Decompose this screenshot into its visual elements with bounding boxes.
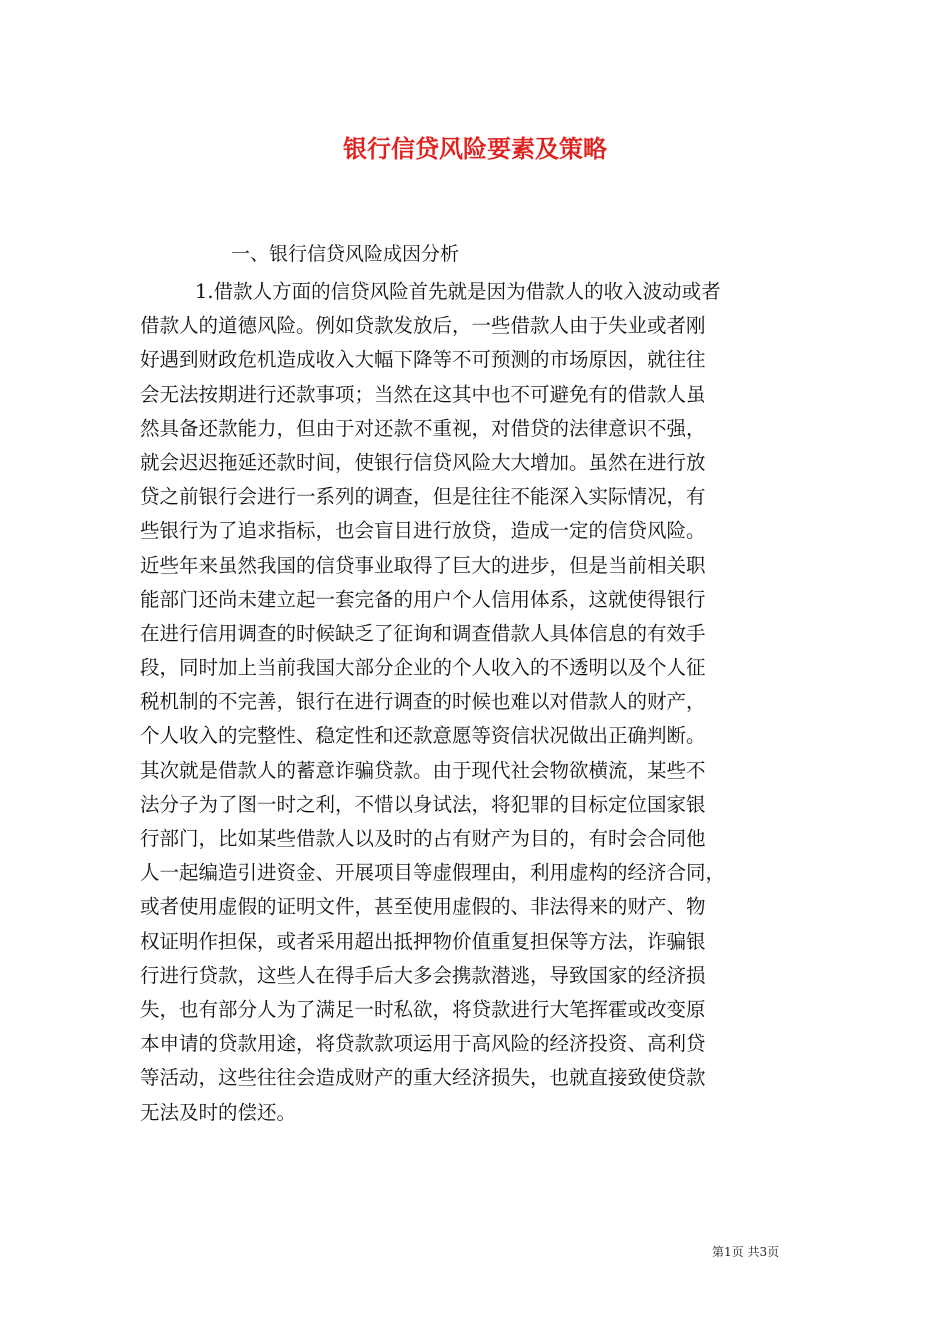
body-line: 法分子为了图一时之利，不惜以身试法，将犯罪的目标定位国家银: [140, 792, 706, 816]
body-line: 1.借款人方面的信贷风险首先就是因为借款人的收入波动或者: [195, 280, 721, 303]
body-paragraph: [140, 275, 840, 1130]
body-line: 其次就是借款人的蓄意诈骗贷款。由于现代社会物欲横流，某些不: [140, 758, 706, 782]
body-line: 就会迟迟拖延还款时间，使银行信贷风险大大增加。虽然在进行放: [140, 450, 706, 474]
page-indicator: 第1页 共3页: [712, 1245, 780, 1259]
body-line: 能部门还尚未建立起一套完备的用户个人信用体系，这就使得银行: [140, 587, 706, 611]
body-line: 贷之前银行会进行一系列的调查，但是往往不能深入实际情况，有: [140, 485, 706, 509]
body-line: 行部门，比如某些借款人以及时的占有财产为目的，有时会合同他: [140, 827, 706, 850]
body-line: 好遇到财政危机造成收入大幅下降等不可预测的市场原因，就往往: [140, 348, 706, 372]
body-line: 行进行贷款，这些人在得手后大多会携款潜逃，导致国家的经济损: [140, 963, 706, 987]
body-line: 等活动，这些往往会造成财产的重大经济损失，也就直接致使贷款: [140, 1066, 706, 1090]
body-line: 然具备还款能力，但由于对还款不重视，对借贷的法律意识不强，: [140, 416, 706, 440]
body-line: 在进行信用调查的时候缺乏了征询和调查借款人具体信息的有效手: [140, 621, 706, 645]
body-line: 个人收入的完整性、稳定性和还款意愿等资信状况做出正确判断。: [140, 724, 706, 748]
body-line: 段，同时加上当前我国大部分企业的个人收入的不透明以及个人征: [140, 656, 706, 680]
body-line: 会无法按期进行还款事项；当然在这其中也不可避免有的借款人虽: [140, 382, 706, 406]
body-line: 税机制的不完善，银行在进行调查的时候也难以对借款人的财产，: [140, 690, 706, 714]
document-title: 银行信贷风险要素及策略: [343, 134, 607, 163]
body-line: 近些年来虽然我国的信贷事业取得了巨大的进步，但是当前相关职: [140, 553, 706, 577]
body-line: 些银行为了追求指标，也会盲目进行放贷，造成一定的信贷风险。: [140, 519, 706, 543]
body-line: 本申请的贷款用途，将贷款款项运用于高风险的经济投资、高利贷: [140, 1032, 706, 1056]
body-line: 人一起编造引进资金、开展项目等虚假理由，利用虚构的经济合同，: [140, 861, 726, 885]
body-line: 失，也有部分人为了满足一时私欲，将贷款进行大笔挥霍或改变原: [140, 997, 706, 1021]
body-line: 权证明作担保，或者采用超出抵押物价值重复担保等方法，诈骗银: [140, 929, 706, 953]
body-line: 无法及时的偿还。: [140, 1100, 297, 1124]
section-heading: 一、银行信贷风险成因分析: [231, 243, 460, 265]
body-line: 或者使用虚假的证明文件，甚至使用虚假的、非法得来的财产、物: [140, 895, 706, 919]
body-line: 借款人的道德风险。例如贷款发放后，一些借款人由于失业或者刚: [140, 314, 706, 338]
